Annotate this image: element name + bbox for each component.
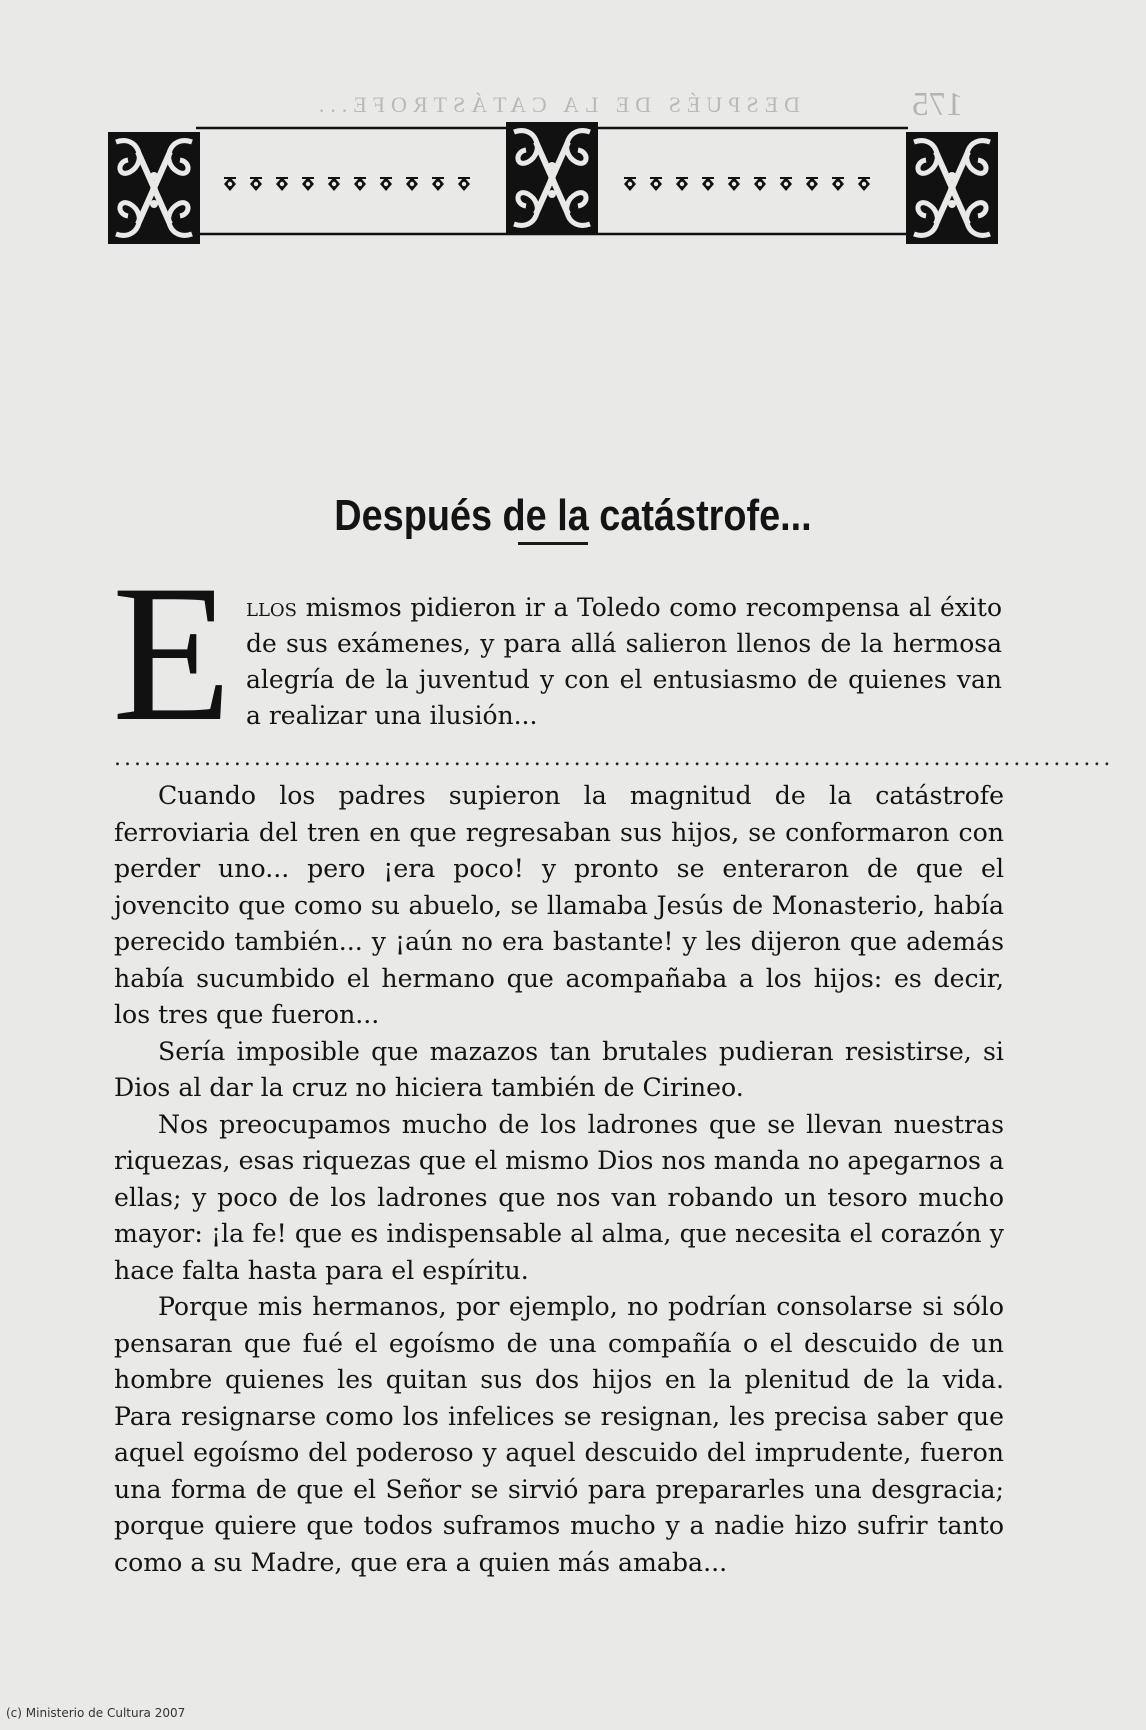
- dotted-separator: ....................................................................................................: [114, 746, 1114, 771]
- drop-cap: E: [112, 545, 232, 762]
- header-ornament-icon: [108, 122, 998, 252]
- body-text: [114, 778, 1004, 1581]
- paragraph: Cuando los padres supieron la magnitud de la catástrofe ferroviaria del tren en que regresaban sus hijos, se conformaron con perder uno... pero ¡era poco! y pronto se enteraron de que el jovencito que como su abuelo, se llamaba Jesús de Monasterio, había perecido también... y ¡aún no era bastante! y les dijeron que además había sucumbido el hermano que acompañaba a los hijos: es decir, los tres que fueron...: [114, 781, 1004, 1029]
- bleed-through-page-number: 175: [912, 86, 963, 123]
- paragraph: Nos preocupamos mucho de los ladrones que se llevan nuestras riquezas, esas riquezas que el mismo Dios nos manda no apegarnos a ellas; y poco de los ladrones que nos van robando un tesoro mucho mayor: ¡la fe! que es indispensable al alma, que necesita el corazón y hace falta hasta para el espíritu.: [114, 1109, 1004, 1285]
- intro-small-caps: llos: [246, 593, 297, 622]
- chapter-title: Después de la catástrofe...: [334, 491, 812, 541]
- copyright-notice: (c) Ministerio de Cultura 2007: [6, 1706, 186, 1720]
- paragraph: Sería imposible que mazazos tan brutales pudieran resistirse, si Dios al dar la cruz no hiciera también de Cirineo.: [114, 1036, 1004, 1102]
- paragraph: Porque mis hermanos, por ejemplo, no podrían consolarse si sólo pensaran que fué el egoísmo de una compañía o el descuido de un hombre quienes les quitan sus dos hijos en la plenitud de la vida. Para resignarse como los infelices se resignan, les precisa saber que aquel egoísmo del poderoso y aquel descuido del imprudente, fueron una forma de que el Señor se sirvió para prepararles una desgracia; porque quiere que todos suframos mucho y a nadie hizo sufrir tanto como a su Madre, que era a quien más amaba...: [114, 1292, 1004, 1577]
- intro-text: mismos pidieron ir a Toledo como recompensa al éxito de sus exámenes, y para allá salieron llenos de la hermosa alegría de la juventud y con el entusiasmo de quienes van a realizar una ilusión...: [246, 593, 1002, 730]
- bleed-through-running-head: DESPUÉS DE LA CATÁSTROFE...: [312, 92, 800, 117]
- intro-paragraph: [246, 590, 1002, 734]
- title-rule: [518, 542, 588, 545]
